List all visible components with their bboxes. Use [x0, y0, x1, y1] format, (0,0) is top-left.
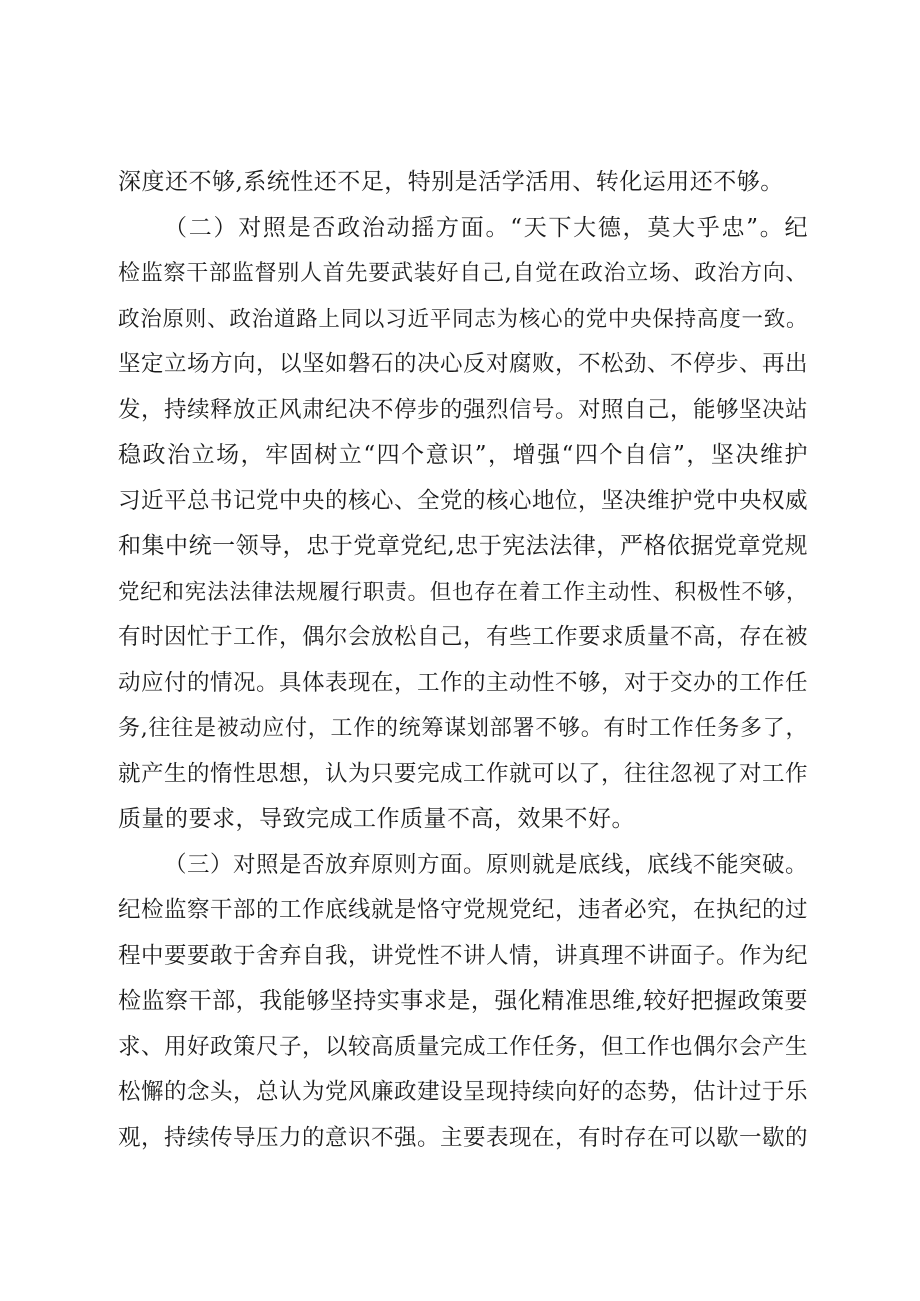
- section-2-heading-line: （二）对照是否政治动摇方面。“天下大德，莫大乎忠”。纪: [164, 214, 808, 241]
- paragraph-line: 观，持续传导压力的意识不强。主要表现在，有时存在可以歇一歇的: [118, 1124, 809, 1151]
- paragraph-line: 求、用好政策尺子，以较高质量完成工作任务，但工作也偶尔会产生: [118, 1033, 809, 1060]
- paragraph-line: 务,往往是被动应付，工作的统筹谋划部署不够。有时工作任务多了，: [118, 716, 808, 741]
- paragraph-line: 稳政治立场，牢固树立“四个意识”，增强“四个自信”，坚决维护: [118, 442, 808, 468]
- paragraph-line: 检监察干部监督别人首先要武装好自己,自觉在政治立场、政治方向、: [118, 261, 808, 286]
- paragraph-line: 质量的要求，导致完成工作质量不高，效果不好。: [118, 806, 635, 832]
- paragraph-line: 纪检监察干部的工作底线就是恪守党规党纪，违者必究，在执纪的过: [118, 897, 809, 923]
- paragraph-line: 发，持续释放正风肃纪决不停步的强烈信号。对照自己，能够坚决站: [118, 396, 809, 423]
- paragraph-line: 动应付的情况。具体表现在，工作的主动性不够，对于交办的工作任: [118, 669, 809, 696]
- paragraph-line: 松懈的念头，总认为党风廉政建设呈现持续向好的态势，估计过于乐: [118, 1079, 809, 1105]
- paragraph-line: 有时因忙于工作，偶尔会放松自己，有些工作要求质量不高，存在被: [118, 624, 809, 650]
- paragraph-line: 深度还不够,系统性还不足，特别是活学活用、转化运用还不够。: [118, 169, 784, 195]
- paragraph-line: 政治原则、政治道路上同以习近平同志为核心的党中央保持高度一致。: [118, 306, 808, 332]
- paragraph-line: 习近平总书记党中央的核心、全党的核心地位，坚决维护党中央权威: [118, 487, 809, 514]
- paragraph-line: 检监察干部，我能够坚持实事求是，强化精准思维,较好把握政策要: [118, 988, 808, 1014]
- section-3-heading-line: （三）对照是否放弃原则方面。原则就是底线，底线不能突破。: [164, 851, 809, 878]
- paragraph-line: 坚定立场方向，以坚如磐石的决心反对腐败，不松劲、不停步、再出: [118, 351, 809, 377]
- paragraph-line: 和集中统一领导，忠于党章党纪,忠于宪法法律，严格依据党章党规: [118, 533, 808, 559]
- document-body: [118, 160, 808, 1161]
- paragraph-line: 就产生的惰性思想，认为只要完成工作就可以了，往往忽视了对工作: [118, 760, 809, 787]
- paragraph-line: 党纪和宪法法律法规履行职责。但也存在着工作主动性、积极性不够，: [118, 579, 808, 605]
- paragraph-line: 程中要要敢于舍弃自我，讲党性不讲人情，讲真理不讲面子。作为纪: [118, 942, 809, 969]
